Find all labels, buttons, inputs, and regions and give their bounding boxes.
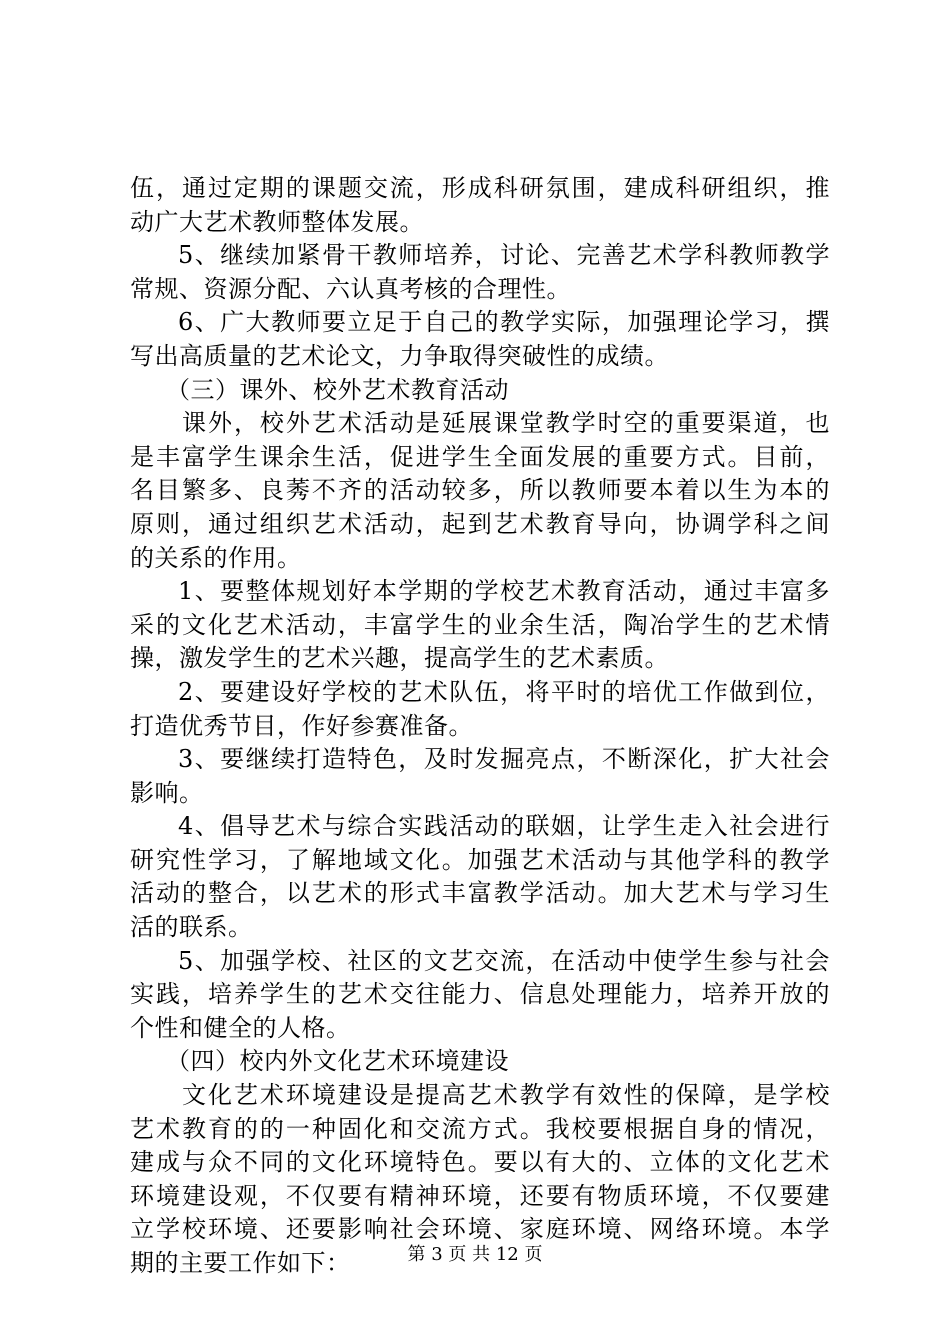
text-line: 期的主要工作如下：	[130, 1249, 351, 1277]
text-line: 5、继续加紧骨干教师培养，讨论、完善艺术学科教师教学	[178, 241, 830, 270]
text-line: 个性和健全的人格。	[130, 1013, 351, 1042]
text-line: 活动的整合，以艺术的形式丰富教学活动。加大艺术与学习生	[130, 879, 830, 908]
text-line: 3、要继续打造特色，及时发掘亮点，不断深化，扩大社会	[178, 745, 830, 774]
text-line: 伍，通过定期的课题交流，形成科研氛围，建成科研组织，推	[130, 174, 830, 202]
text-line: 活的联系。	[130, 913, 253, 942]
text-line: 5、加强学校、社区的文艺交流，在活动中使学生参与社会	[178, 946, 830, 975]
text-line: 研究性学习，了解地域文化。加强艺术活动与其他学科的教学	[130, 845, 830, 874]
text-line: 常规、资源分配、六认真考核的合理性。	[130, 274, 571, 303]
text-line: （四）校内外文化艺术环境建设	[166, 1047, 509, 1076]
text-line: 名目繁多、良莠不齐的活动较多，所以教师要本着以生为本的	[130, 476, 830, 505]
page-footer: 第 3 页 共 12 页	[407, 1244, 543, 1265]
text-line: 2、要建设好学校的艺术队伍，将平时的培优工作做到位，	[178, 677, 830, 706]
text-line: 建成与众不同的文化环境特色。要以有大的、立体的文化艺术	[130, 1148, 830, 1177]
text-line: 1、要整体规划好本学期的学校艺术教育活动，通过丰富多	[178, 577, 830, 606]
text-line: 动广大艺术教师整体发展。	[130, 207, 424, 236]
text-line: 6、广大教师要立足于自己的教学实际，加强理论学习，撰	[178, 308, 830, 337]
text-line: 课外，校外艺术活动是延展课堂教学时空的重要渠道，也	[182, 409, 830, 438]
text-line: 的关系的作用。	[130, 543, 302, 572]
text-line: 原则，通过组织艺术活动，起到艺术教育导向，协调学科之间	[130, 509, 830, 538]
text-line: 文化艺术环境建设是提高艺术教学有效性的保障，是学校	[182, 1081, 830, 1110]
text-line: 艺术教育的的一种固化和交流方式。我校要根据自身的情况，	[130, 1114, 830, 1143]
text-line: 打造优秀节目，作好参赛准备。	[130, 711, 473, 740]
text-line: 操，激发学生的艺术兴趣，提高学生的艺术素质。	[130, 644, 669, 673]
text-line: 4、倡导艺术与综合实践活动的联姻，让学生走入社会进行	[178, 812, 830, 841]
body-text	[130, 172, 830, 1281]
text-line: 环境建设观，不仅要有精神环境，还要有物质环境，不仅要建	[130, 1181, 830, 1210]
text-line: 采的文化艺术活动，丰富学生的业余生活，陶冶学生的艺术情	[130, 610, 830, 639]
text-line: 写出高质量的艺术论文，力争取得突破性的成绩。	[130, 341, 669, 370]
text-line: （三）课外、校外艺术教育活动	[166, 375, 509, 404]
text-line: 实践，培养学生的艺术交往能力、信息处理能力，培养开放的	[130, 980, 830, 1009]
text-line: 是丰富学生课余生活，促进学生全面发展的重要方式。目前，	[130, 442, 830, 471]
text-line: 立学校环境、还要影响社会环境、家庭环境、网络环境。本学	[130, 1215, 830, 1244]
text-line: 影响。	[130, 778, 204, 807]
